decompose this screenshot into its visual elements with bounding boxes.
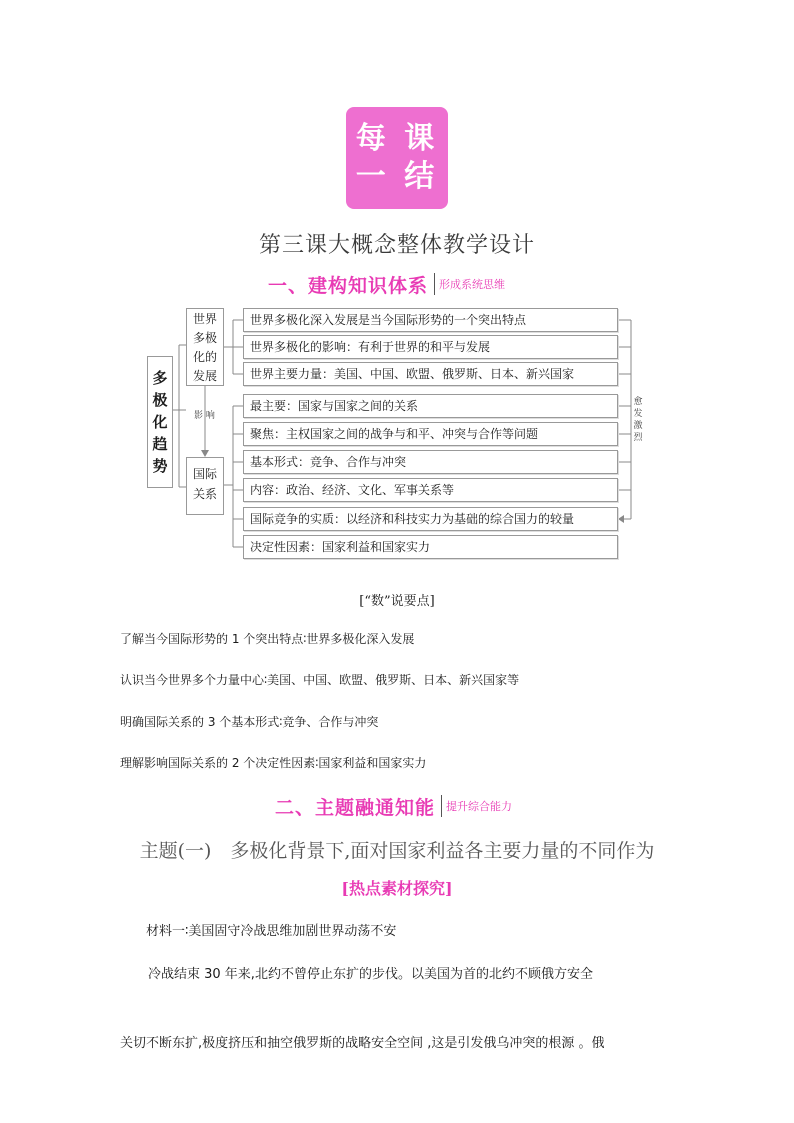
- diagram-item-6: 基本形式：竞争、合作与冲突: [243, 450, 618, 474]
- material-paragraph-line-2: 关切不断东扩,极度挤压和抽空俄罗斯的战略安全空间 ,这是引发俄乌冲突的根源 。俄: [120, 1036, 605, 1051]
- diagram-item-7: 内容：政治、经济、文化、军事关系等: [243, 478, 618, 502]
- link-label-influence: 影 响: [194, 411, 215, 421]
- diagram-item-8: 国际竞争的实质：以经济和科技实力为基础的综合国力的较量: [243, 507, 618, 531]
- node-international-relations: 国际 关系: [186, 457, 224, 515]
- diagram-item-2: 世界多极化的影响：有利于世界的和平与发展: [243, 335, 618, 359]
- diagram-item-9: 决定性因素：国家利益和国家实力: [243, 535, 618, 559]
- section-divider: [441, 795, 442, 817]
- section-2-subheading: 提升综合能力: [446, 800, 513, 813]
- page-title: 第三课大概念整体教学设计: [258, 233, 535, 258]
- root-node-multipolarity: 多 极 化 趋 势: [147, 356, 173, 488]
- section-2-header: [275, 793, 512, 819]
- section-1-heading: 一、建构知识体系: [268, 274, 429, 297]
- diagram-item-5: 聚焦：主权国家之间的战争与和平、冲突与合作等问题: [243, 422, 618, 446]
- badge-line-2: 一 结: [355, 159, 439, 194]
- section-1-subheading: 形成系统思维: [439, 278, 506, 291]
- diagram-item-1: 世界多极化深入发展是当今国际形势的一个突出特点: [243, 308, 618, 332]
- key-point-1: 了解当今国际形势的 1 个突出特点∶世界多极化深入发展: [120, 632, 415, 646]
- badge-line-1: 每 课: [355, 121, 439, 156]
- hot-material-heading: [热点素材探究]: [341, 879, 453, 898]
- key-point-3: 明确国际关系的 3 个基本形式∶竞争、合作与冲突: [120, 715, 379, 729]
- right-label-intensifying: 愈 发 激 烈: [633, 397, 643, 443]
- key-points-heading: [“数”说要点]: [359, 594, 435, 609]
- diagram-item-4: 最主要：国家与国家之间的关系: [243, 394, 618, 418]
- key-point-2: 认识当今世界多个力量中心∶美国、中国、欧盟、俄罗斯、日本、新兴国家等: [120, 673, 520, 687]
- section-2-heading: 二、主题融通知能: [275, 796, 436, 819]
- key-point-4: 理解影响国际关系的 2 个决定性因素∶国家利益和国家实力: [120, 756, 427, 770]
- diagram-item-3: 世界主要力量：美国、中国、欧盟、俄罗斯、日本、新兴国家: [243, 362, 618, 386]
- material-paragraph-line-1: 冷战结束 30 年来,北约不曾停止东扩的步伐。以美国为首的北约不顾俄方安全: [148, 967, 593, 982]
- material-title: 材料一∶美国固守冷战思维加剧世界动荡不安: [146, 924, 397, 939]
- node-world-multipolarity: 世界 多极 化的 发展: [186, 308, 224, 386]
- theme-title: 主题(一) 多极化背景下,面对国家利益各主要力量的不同作为: [139, 840, 655, 862]
